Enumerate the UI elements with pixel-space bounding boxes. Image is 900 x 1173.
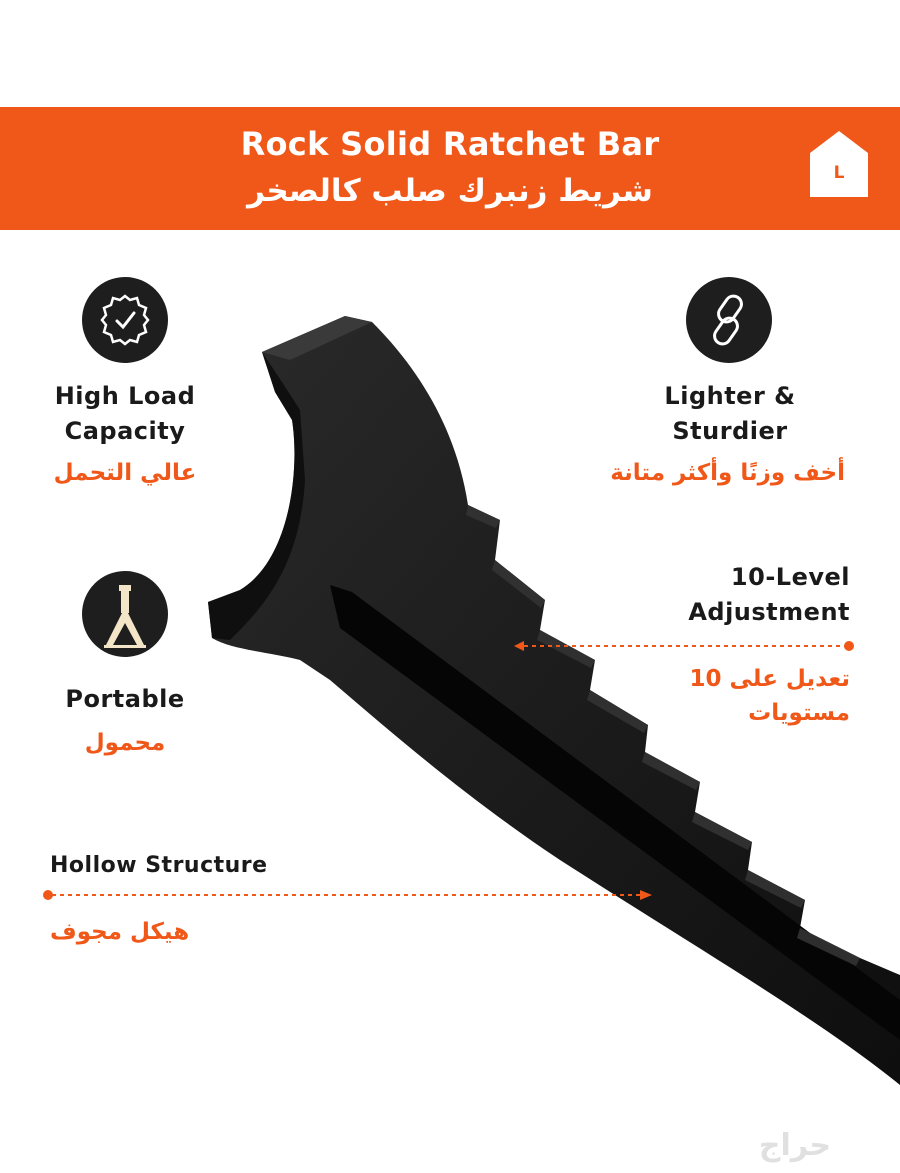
hollow-structure-label: Hollow Structure [50, 853, 268, 878]
lighter-line2: Sturdier [672, 417, 788, 445]
page-title: Rock Solid Ratchet Bar [240, 125, 660, 163]
high-load-label [25, 379, 225, 449]
high-load-line2: Capacity [64, 417, 186, 445]
adjustment-label [600, 560, 850, 630]
page-title-arabic: شريط زنبرك صلب كالصخر [247, 173, 653, 209]
header-banner [0, 107, 900, 230]
watermark: حراج [758, 1128, 832, 1163]
lighter-line1: Lighter & [664, 382, 796, 410]
hollow-structure-arabic: هيكل مجوف [50, 919, 190, 945]
high-load-line1: High Load [54, 382, 196, 410]
lighter-arabic: أخف وزنًا وأكثر متانة [610, 460, 845, 486]
high-load-arabic: عالي التحمل [53, 460, 197, 486]
adjustment-arabic-line2: مستويات [748, 700, 850, 726]
jack-stand-icon [82, 571, 168, 657]
adjustment-callout-line [510, 636, 855, 656]
adjustment-arabic-line1: تعديل على 10 [689, 666, 850, 692]
portable-label: Portable [65, 685, 185, 713]
hollow-callout-line [40, 885, 660, 905]
chain-link-icon [686, 277, 772, 363]
logo-letter: L [833, 163, 845, 183]
adjustment-line1: 10-Level [730, 563, 850, 591]
adjustment-arabic [600, 662, 850, 730]
lighter-sturdier-label [630, 379, 830, 449]
checkmark-badge-icon [82, 277, 168, 363]
adjustment-line2: Adjustment [688, 598, 850, 626]
portable-arabic: محمول [84, 730, 166, 756]
